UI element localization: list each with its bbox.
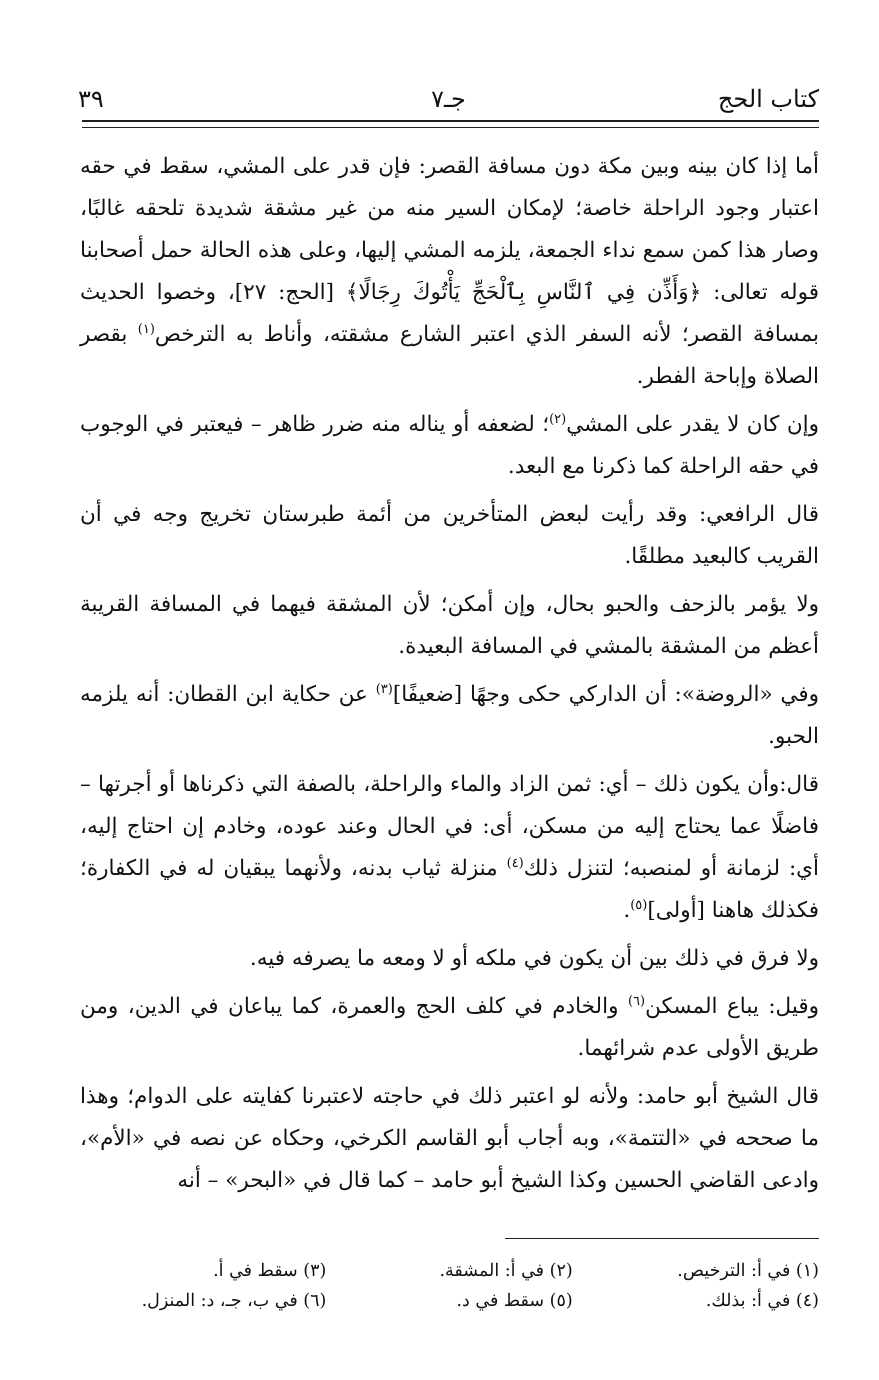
footnote-divider [505,1238,819,1239]
paragraph: ولا يؤمر بالزحف والحبو بحال، وإن أمكن؛ لأن المشقة فيهما في المسافة القريبة أعظم من المشقة بالمشي في المسافة البعيدة. [80,592,819,659]
footnote-ref: (٦) [627,993,646,1009]
header-rule-thin [82,127,819,128]
paragraph: أما إذا كان بينه وبين مكة دون مسافة القصر: فإن قدر على المشي، سقط في حقه اعتبار وجود الراحلة خاصة؛ لإمكان السير منه من غير مشقة شديدة تلحقه غالبًا، وصار هذا كمن سمع نداء الجمعة، يلزمه المشي إليها، وعلى هذه الحالة حمل أصحابنا قوله تعالى: ﴿وَأَذِّن فِي ٱلنَّاسِ بِٱلْحَجِّ يَأْتُوكَ رِجَالًا﴾ [الحج: ٢٧]، وخصوا الحديث بمسافة القصر؛ لأنه السفر الذي اعتبر الشارع مشقته، وأناط به الترخص$^{(١)}$ بقصر الصلاة وإباحة الفطر. [80,154,819,389]
footnote-ref: (٣) [375,681,393,697]
book-title: كتاب الحج [717,85,819,113]
footnote: (٤) في أ: بذلك. [705,1291,819,1311]
paragraph: قال الشيخ أبو حامد: ولأنه لو اعتبر ذلك في حاجته لاعتبرنا كفايته على الدوام؛ وهذا ما صححه في «التتمة»، وبه أجاب أبو القاسم الكرخي، وحكاه عن نصه في «الأم»، وادعى القاضي الحسين وكذا الشيخ أبو حامد – كما قال في «البحر» – أنه [80,1084,819,1193]
footnote: (١) في أ: الترخيص. [677,1261,819,1281]
footnote-ref: (٥) [630,897,648,913]
footnote-ref: (٤) [506,855,524,871]
page-header [78,84,819,120]
footnote: (٢) في أ: المشقة. [439,1261,573,1281]
footnote-ref: (٢) [549,411,567,427]
paragraph: وإن كان لا يقدر على المشي$^{(٢)}$؛ لضعفه أو يناله منه ضرر ظاهر – فيعتبر في الوجوب في حقه الراحلة كما ذكرنا مع البعد. [80,411,819,479]
footnote: (٦) في ب، جـ، د: المنزل. [141,1291,327,1311]
volume-label: جـ٧ [431,85,466,113]
footnote-ref: (١) [137,321,155,337]
footnote-row [80,1256,819,1286]
page-number: ٣٩ [78,85,104,113]
paragraph: وقيل: يباع المسكن$^{(٦)}$ والخادم في كلف الحج والعمرة، كما يباعان في الدين، ومن طريق الأولى عدم شرائهما. [80,993,819,1061]
paragraph: وفي «الروضة»: أن الداركي حكى وجهًا [ضعيفًا]$^{(٣)}$ عن حكاية ابن القطان: أنه يلزمه الحبو. [80,681,819,749]
footnotes [80,1256,819,1316]
paragraph: قال الرافعي: وقد رأيت لبعض المتأخرين من أئمة طبرستان تخريج وجه في أن القريب كالبعيد مطلقًا. [80,502,819,569]
paragraph: قال:وأن يكون ذلك – أي: ثمن الزاد والماء والراحلة، بالصفة التي ذكرناها أو أجرتها – فاضلًا عما يحتاج إليه من مسكن، أى: في الحال وعند عوده، وخادم إن احتاج إليه، أي: لزمانة أو لمنصبه؛ لتنزل ذلك$^{(٤)}$ منزلة ثياب بدنه، ولأنهما يبقيان له في الكفارة؛ فكذلك هاهنا [أولى]$^{(٥)}$. [80,772,819,923]
footnote: (٥) سقط في د. [456,1291,573,1311]
body-text [80,146,819,1208]
paragraph: ولا فرق في ذلك بين أن يكون في ملكه أو لا ومعه ما يصرفه فيه. [249,946,819,971]
footnote-row [80,1286,819,1316]
footnote: (٣) سقط في أ. [213,1261,327,1281]
header-rule-thick [82,120,819,122]
